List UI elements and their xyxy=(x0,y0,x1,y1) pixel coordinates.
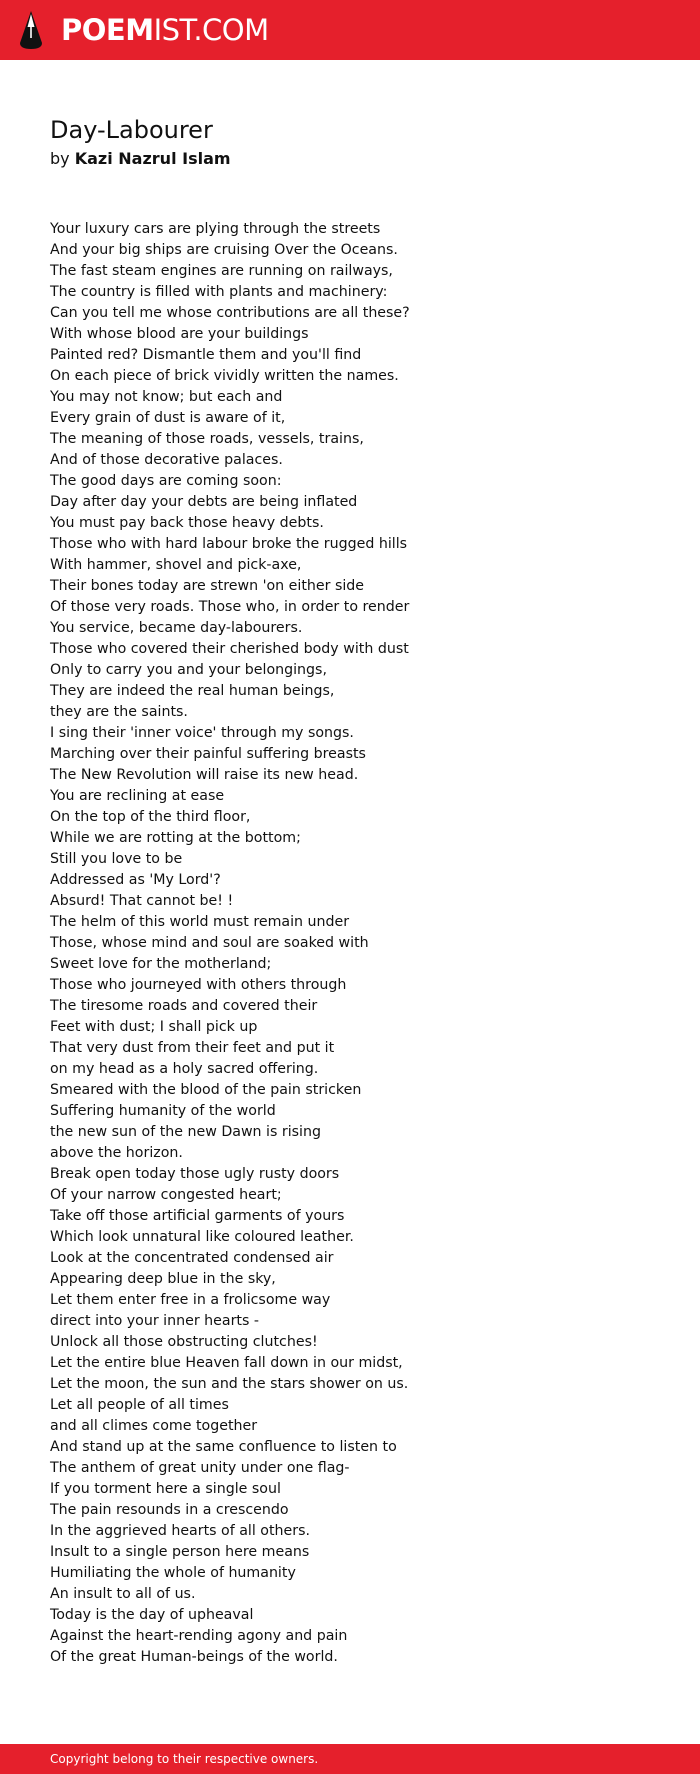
poem-line: An insult to all of us. xyxy=(50,1586,196,1602)
poem-line: Appearing deep blue in the sky, xyxy=(50,1271,276,1287)
poem-line: Of your narrow congested heart; xyxy=(50,1187,282,1203)
poem-line: Painted red? Dismantle them and you'll find xyxy=(50,347,362,363)
poem-title: Day-Labourer xyxy=(50,116,213,144)
poem-line: above the horizon. xyxy=(50,1145,183,1161)
poem-line: Only to carry you and your belongings, xyxy=(50,662,327,678)
poem-line: Still you love to be xyxy=(50,851,183,867)
poem-line: And your big ships are cruising Over the Oceans. xyxy=(50,242,398,258)
poem-line: Those who journeyed with others through xyxy=(50,977,347,993)
poem-line: Marching over their painful suffering breasts xyxy=(50,746,366,762)
poem-line: Of the great Human-beings of the world. xyxy=(50,1649,338,1665)
poem-line: In the aggrieved hearts of all others. xyxy=(50,1523,311,1539)
poem-line: If you torment here a single soul xyxy=(50,1481,281,1497)
poem-line: With hammer, shovel and pick-axe, xyxy=(50,557,302,573)
poem-line: You service, became day-labourers. xyxy=(50,620,303,636)
poem-line: On each piece of brick vividly written the names. xyxy=(50,368,399,384)
poem-line: the new sun of the new Dawn is rising xyxy=(50,1124,321,1140)
poem-line: The country is filled with plants and machinery: xyxy=(50,284,388,300)
poem-line: Sweet love for the motherland; xyxy=(50,956,272,972)
poem-line: Those who covered their cherished body with dust xyxy=(50,641,409,657)
site-logo-link[interactable] xyxy=(61,12,269,48)
poem-line: Let all people of all times xyxy=(50,1397,229,1413)
poem-line: on my head as a holy sacred offering. xyxy=(50,1061,319,1077)
poem-line: On the top of the third floor, xyxy=(50,809,251,825)
poem-line: Those, whose mind and soul are soaked with xyxy=(50,935,369,951)
site-header xyxy=(0,0,700,60)
poem-line: While we are rotting at the bottom; xyxy=(50,830,301,846)
poem-line: Day after day your debts are being inflated xyxy=(50,494,358,510)
poem-line: Addressed as 'My Lord'? xyxy=(50,872,221,888)
poem-line: they are the saints. xyxy=(50,704,188,720)
brand-light-text: IST.COM xyxy=(153,13,269,47)
poem-line: The helm of this world must remain under xyxy=(50,914,350,930)
poem-line: Unlock all those obstructing clutches! xyxy=(50,1334,318,1350)
poem-line: The pain resounds in a crescendo xyxy=(50,1502,289,1518)
site-footer xyxy=(0,1744,700,1774)
poem-line: Humiliating the whole of humanity xyxy=(50,1565,296,1581)
poem-line: Look at the concentrated condensed air xyxy=(50,1250,334,1266)
poem-line: Can you tell me whose contributions are all these? xyxy=(50,305,410,321)
poem-line: direct into your inner hearts - xyxy=(50,1313,259,1329)
poem-line: You may not know; but each and xyxy=(50,389,283,405)
poem-line: With whose blood are your buildings xyxy=(50,326,309,342)
poem-line: The New Revolution will raise its new head. xyxy=(50,767,359,783)
poem-line: Let the entire blue Heaven fall down in our midst, xyxy=(50,1355,403,1371)
poem-line: I sing their 'inner voice' through my songs. xyxy=(50,725,354,741)
poem-line: Those who with hard labour broke the rugged hills xyxy=(50,536,408,552)
poem-line: The good days are coming soon: xyxy=(50,473,282,489)
poem-line: And of those decorative palaces. xyxy=(50,452,283,468)
poem-line: Against the heart-rending agony and pain xyxy=(50,1628,348,1644)
poem-line: Break open today those ugly rusty doors xyxy=(50,1166,340,1182)
poem-line: The fast steam engines are running on railways, xyxy=(50,263,393,279)
poem-line: Your luxury cars are plying through the streets xyxy=(50,221,381,237)
poem-line: Absurd! That cannot be! ! xyxy=(50,893,234,909)
copyright-notice: Copyright belong to their respective owners. xyxy=(50,1752,319,1766)
poem-line: Suffering humanity of the world xyxy=(50,1103,276,1119)
poem-line: Let them enter free in a frolicsome way xyxy=(50,1292,331,1308)
author-name: Kazi Nazrul Islam xyxy=(74,149,231,168)
poem-line: Let the moon, the sun and the stars shower on us. xyxy=(50,1376,409,1392)
poem-line: The meaning of those roads, vessels, trains, xyxy=(50,431,364,447)
poem-line: Of those very roads. Those who, in order to render xyxy=(50,599,410,615)
poem-line: That very dust from their feet and put it xyxy=(50,1040,335,1056)
poem-line: Which look unnatural like coloured leather. xyxy=(50,1229,354,1245)
poem-line: Smeared with the blood of the pain stricken xyxy=(50,1082,362,1098)
poem-line: Their bones today are strewn 'on either side xyxy=(50,578,365,594)
poem-line: The anthem of great unity under one flag- xyxy=(50,1460,350,1476)
poem-line: The tiresome roads and covered their xyxy=(50,998,318,1014)
poem-line: Every grain of dust is aware of it, xyxy=(50,410,286,426)
poem-body xyxy=(50,219,670,1668)
poem-line: And stand up at the same confluence to listen to xyxy=(50,1439,397,1455)
by-label: by xyxy=(50,149,70,168)
poem-line: Today is the day of upheaval xyxy=(50,1607,254,1623)
poem-line: and all climes come together xyxy=(50,1418,258,1434)
byline xyxy=(50,148,231,170)
poem-line: You are reclining at ease xyxy=(50,788,225,804)
brand-bold-text: POEM xyxy=(61,13,154,47)
poem-line: Take off those artificial garments of yours xyxy=(50,1208,345,1224)
poem-line: You must pay back those heavy debts. xyxy=(50,515,324,531)
poem-line: Insult to a single person here means xyxy=(50,1544,310,1560)
poem-line: They are indeed the real human beings, xyxy=(50,683,335,699)
pen-nib-icon[interactable] xyxy=(18,10,44,50)
poem-line: Feet with dust; I shall pick up xyxy=(50,1019,258,1035)
